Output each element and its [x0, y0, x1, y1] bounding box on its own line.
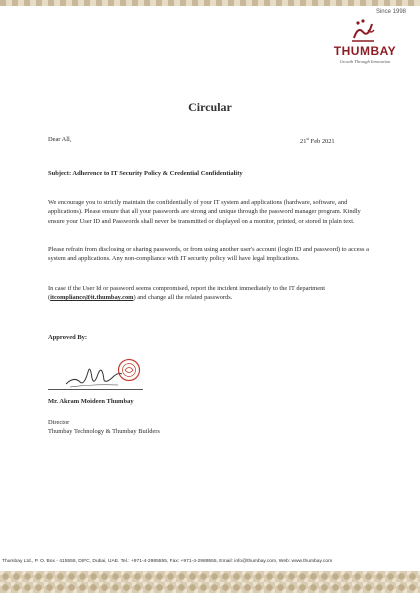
- date-rest: Feb 2021: [309, 138, 335, 146]
- top-decorative-border: [0, 0, 420, 6]
- compliance-email-link[interactable]: itcompliance@it.thumbay.com: [50, 294, 134, 302]
- footer-contact-info: Thumbay Ltd., P. O. Box - 415555, DIFC, Dubai, UAE. Tel.: +971-4-2985555, Fax: +971-4-2989555, Email: info@thumbay.com, Web: www.thumbay.com: [2, 559, 333, 564]
- incident-text-start: In case if the User Id or password seems compromised, report the incident immediately to the IT department (: [48, 285, 326, 302]
- company-stamp: [117, 358, 141, 382]
- approved-by-label: Approved By:: [48, 334, 88, 341]
- signer-details: [48, 418, 160, 436]
- signature-line: [48, 389, 143, 390]
- footer-decorative-pattern: [0, 571, 420, 593]
- signer-name: Mr. Akram Moideen Thumbay: [48, 398, 134, 405]
- date-suffix: st: [306, 136, 310, 141]
- paragraph-confidentiality: We encourage you to strictly maintain the confidentially of your IT system and applications (hardware, software, and applications). Please ensure that all your passwords are strong and unique through the password manager program. Kindly ensure your User ID and Passwords shall never be transmitted or displayed on a monitor, printed, or stored in plain text.: [48, 199, 361, 225]
- since-label: Since 1998: [375, 9, 406, 15]
- incident-text-end: ) and change all the related passwords.: [133, 294, 233, 302]
- logo-mark-icon: [348, 18, 378, 44]
- logo-tagline: Growth Through Innovation: [339, 59, 391, 64]
- company-logo: [322, 18, 408, 66]
- document-title: Circular: [188, 100, 232, 114]
- date-day: 21: [300, 138, 307, 146]
- paragraph-sharing: Please refrain from disclosing or sharing passwords, or from using another user's account (login ID and password) to access a system and applications. Any non-compliance with IT security policy will have legal implications.: [48, 246, 369, 263]
- logo-name: THUMBAY: [333, 44, 397, 58]
- letter-date: [300, 136, 335, 145]
- paragraph-incident: [48, 284, 378, 303]
- handwritten-signature: [64, 354, 124, 390]
- signer-organization: Thumbay Technology & Thumbay Builders: [48, 428, 160, 435]
- subject-line: Subject: Adherence to IT Security Policy & Credential Confidentiality: [48, 170, 243, 177]
- salutation: Dear All,: [48, 136, 72, 143]
- signer-title: Director: [48, 419, 70, 426]
